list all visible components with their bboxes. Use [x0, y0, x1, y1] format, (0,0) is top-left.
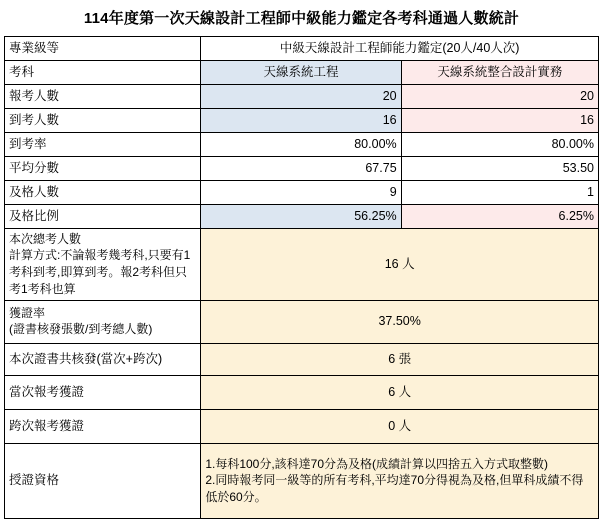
table-row — [5, 157, 599, 181]
certification-title: 中級天線設計工程師能力鑑定(20人/40人次) — [201, 37, 599, 61]
summary-label: 本次證書共核發(當次+跨次) — [5, 343, 201, 375]
qualification-row — [5, 443, 599, 518]
row-value-a: 56.25% — [201, 205, 401, 229]
summary-label-block — [5, 229, 201, 301]
row-value-b: 20 — [401, 85, 598, 109]
table-row-header-category — [5, 37, 599, 61]
page-title: 114年度第一次天線設計工程師中級能力鑑定各考科通過人數統計 — [83, 10, 520, 27]
row-label: 及格人數 — [5, 181, 201, 205]
table-row — [5, 205, 599, 229]
row-value-b: 16 — [401, 109, 598, 133]
summary-value: 6 張 — [201, 343, 599, 375]
summary-label: 當次報考獲證 — [5, 375, 201, 409]
summary-row-current-certified — [5, 375, 599, 409]
summary-row-total-attendees — [5, 229, 599, 301]
table-row — [5, 181, 599, 205]
row-label: 報考人數 — [5, 85, 201, 109]
qualification-item-1: 1.每科100分,該科達70分為及格(成績計算以四捨五入方式取整數) — [205, 457, 549, 472]
table-row — [5, 109, 599, 133]
table-row — [5, 85, 599, 109]
subject-a-header: 天線系統工程 — [201, 61, 401, 85]
summary-label: 本次總考人數 — [9, 232, 82, 246]
summary-value: 37.50% — [201, 300, 599, 343]
exam-label: 考科 — [5, 61, 201, 85]
table-row — [5, 133, 599, 157]
summary-row-cert-rate — [5, 300, 599, 343]
summary-label: 跨次報考獲證 — [5, 409, 201, 443]
subject-b-header: 天線系統整合設計實務 — [401, 61, 598, 85]
summary-value: 16 人 — [201, 229, 599, 301]
category-label: 專業級等 — [5, 37, 201, 61]
summary-row-cross-certified — [5, 409, 599, 443]
qualification-item-2: 2.同時報考同一級等的所有考科,平均達70分得視為及格,但單科成績不得低於60分。 — [205, 473, 584, 504]
row-label: 及格比例 — [5, 205, 201, 229]
summary-label-note: (證書核發張數/到考總人數) — [9, 322, 153, 337]
row-value-a: 80.00% — [201, 133, 401, 157]
row-label: 到考率 — [5, 133, 201, 157]
row-value-b: 53.50 — [401, 157, 598, 181]
qualification-label: 授證資格 — [5, 443, 201, 518]
row-value-a: 67.75 — [201, 157, 401, 181]
summary-label-block — [5, 300, 201, 343]
row-value-a: 9 — [201, 181, 401, 205]
qualification-text — [201, 443, 599, 518]
table-row-header-subjects — [5, 61, 599, 85]
summary-label: 獲證率 — [9, 306, 46, 321]
row-value-b: 6.25% — [401, 205, 598, 229]
row-value-b: 80.00% — [401, 133, 598, 157]
row-value-a: 20 — [201, 85, 401, 109]
row-label: 平均分數 — [5, 157, 201, 181]
summary-label-note: 計算方式:不論報考幾考科,只要有1考科到考,即算到考。報2考科但只考1考科也算 — [9, 248, 191, 296]
summary-value: 6 人 — [201, 375, 599, 409]
row-value-b: 1 — [401, 181, 598, 205]
row-value-a: 16 — [201, 109, 401, 133]
row-label: 到考人數 — [5, 109, 201, 133]
summary-row-certs-issued — [5, 343, 599, 375]
summary-value: 0 人 — [201, 409, 599, 443]
statistics-table — [4, 36, 599, 519]
